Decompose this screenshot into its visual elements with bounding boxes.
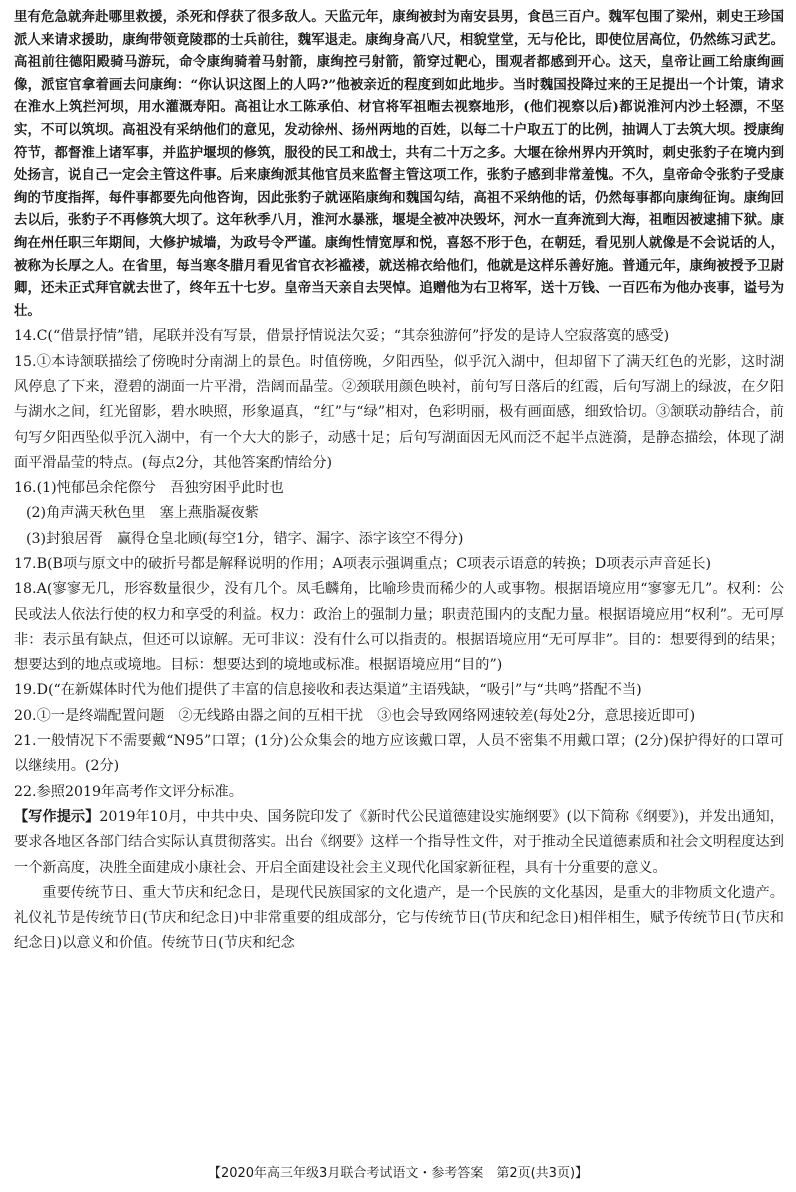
answer-text: 一般情况下不需要戴“N95”口罩；(1分)公众集会的地方应该戴口罩，人员不密集不用戴口罩；(2分)保护得好的口罩可以继续用。(2分) [14, 733, 784, 775]
answer-15 [14, 350, 784, 476]
question-number: 18. [14, 581, 37, 598]
answer-18 [14, 577, 784, 678]
answer-16 [14, 476, 784, 501]
page-footer: 【2020年高三年级3月联合考试语文・参考答案 第2页(共3页)】 [207, 1166, 589, 1181]
question-number: 14. [14, 328, 37, 345]
answer-17 [14, 552, 784, 577]
answer-16-line-3: (3)封狼居胥 赢得仓皇北顾(每空1分，错字、漏字、添字该空不得分) [26, 530, 464, 547]
question-number: 22. [14, 783, 37, 800]
answer-20 [14, 704, 784, 729]
writing-hint-text: 2019年10月，中共中央、国务院印发了《新时代公民道德建设实施纲要》(以下简称《纲要》)，并发出通知，要求各地区各部门结合实际认真贯彻落实。出台《纲要》这样一个指导性文件，对于推动全民道德素质和社会文明程度达到一个新高度，决胜全面建成小康社会、开启全面建设社会主义现代化国家新征程，具有十分重要的意义。 [14, 808, 784, 876]
answer-line: (1)忳郁邑余侘傺兮 吾独穷困乎此时也 [36, 480, 284, 497]
answer-list [14, 324, 784, 956]
answer-19 [14, 678, 784, 703]
answer-text: B(B项与原文中的破折号都是解释说明的作用；A项表示强调重点；C项表示语意的转换；D项表示声音延长) [36, 555, 712, 572]
question-number: 17. [14, 555, 37, 572]
answer-text: C(“借景抒情”错，尾联并没有写景，借景抒情说法欠妥；“其奈独游何”抒发的是诗人空寂落寞的感受) [36, 328, 670, 345]
writing-hint-paragraph-2: 重要传统节日、重大节庆和纪念日，是现代民族国家的文化遗产，是一个民族的文化基因，是重大的非物质文化遗产。礼仪礼节是传统节日(节庆和纪念日)中非常重要的组成部分，它与传统节日(节庆和纪念日)相伴相生，赋予传统节日(节庆和纪念日)以意义和价值。传统节日(节庆和纪念 [14, 884, 784, 952]
answer-14 [14, 324, 784, 349]
answer-16-line-2: (2)角声满天秋色里 塞上燕脂凝夜紫 [26, 505, 259, 522]
answer-text: A(寥寥无几，形容数量很少，没有几个。凤毛麟角，比喻珍贵而稀少的人或事物。根据语境应用“寥寥无几”。权利：公民或法人依法行使的权力和享受的利益。权力：政治上的强制力量；职责范围内的支配力量。根据语境应用“权利”。无可厚非：表示虽有缺点，但还可以谅解。无可非议：没有什么可以指责的。根据语境应用“无可厚非”。目的：想要得到的结果；想要达到的地点或境地。目标：想要达到的境地或标准。根据语境应用“目的”) [14, 581, 784, 674]
question-number: 21. [14, 733, 37, 750]
question-number: 19. [14, 682, 37, 699]
answer-text: 参照2019年高考作文评分标准。 [36, 783, 243, 800]
answer-22 [14, 780, 784, 805]
answer-text: D(“在新媒体时代为他们提供了丰富的信息接收和表达渠道”主语残缺，“吸引”与“共鸣”搭配不当) [36, 682, 642, 699]
writing-hint-label: 【写作提示】 [14, 808, 100, 825]
answer-text: ①一是终端配置问题 ②无线路由器之间的互相干扰 ③也会导致网络网速较差(每处2分，意思接近即可) [36, 707, 696, 724]
question-number: 20. [14, 707, 37, 724]
writing-hint [14, 805, 784, 881]
answer-21 [14, 729, 784, 780]
translation-paragraph: 里有危急就奔赴哪里救援，杀死和俘获了很多敌人。天监元年，康绚被封为南安县男，食邑三百户。魏军包围了梁州，刺史王珍国派人来请求援助，康绚带领竟陵郡的士兵前往，魏军退走。康绚身高八尺，相貌堂堂，无与伦比，即使位居高位，仍然练习武艺。高祖前往德阳殿骑马游玩，命令康绚骑着马射箭，康绚控弓射箭，箭穿过靶心，围观者都感到开心。这天，皇帝让画工给康绚画像，派宦官拿着画去问康绚：“你认识这图上的人吗?”他被亲近的程度到如此地步。当时魏国投降过来的王足提出一个计策，请求在淮水上筑拦河坝，用水灌溉寿阳。高祖让水工陈承伯、材官将军祖暅去视察地形，(他们视察以后)都说淮河内沙土轻漂，不坚实，不可以筑坝。高祖没有采纳他们的意见，发动徐州、扬州两地的百姓，以每二十户取五丁的比例，抽调人丁去筑大坝。授康绚符节，都督淮上诸军事，并监护堰坝的修筑，服役的民工和战士，共有二十万之多。大堰在徐州界内开筑时，刺史张豹子在境内到处扬言，说自己一定会主管这件事。后来康绚派其他官员来监督主管这项工作，张豹子感到非常羞愧。不久，皇帝命令张豹子受康绚的节度指挥，每件事都要先向他咨询，因此张豹子就诬陷康绚和魏国勾结，高祖不采纳他的话，仍然每事都向康绚征询。康绚回去以后，张豹子不再修筑大坝了。这年秋季八月，淮河水暴涨，堰堤全被冲决毁坏，河水一直奔流到大海，祖暅因被逮捕下狱。康绚在州任职三年期间，大修护城墙，为政号令严谨。康绚性情宽厚和悦，喜怒不形于色，在朝廷，看见别人就像是不会说话的人，被称为长厚之人。在省里，每当寒冬腊月看见省官衣衫褴褛，就送棉衣给他们，他就是这样乐善好施。普通元年，康绚被授予卫尉卿，还未正式拜官就去世了，终年五十七岁。皇帝当天亲自去哭悼。追赠他为右卫将军，送十万钱、一百匹布为他办丧事，谥号为壮。 [14, 9, 784, 319]
question-number: 16. [14, 480, 37, 497]
answer-page [14, 6, 784, 1156]
question-number: 15. [14, 353, 37, 370]
answer-text: ①本诗颔联描绘了傍晚时分南湖上的景色。时值傍晚，夕阳西坠，似乎沉入湖中，但却留下了满天红色的光影，这时湖风停息了下来，澄碧的湖面一片平滑，浩阔而晶莹。②颈联用颜色映衬，前句写日落后的红霞，后句写湖上的绿波，在夕阳与湖水之间，红光留影，碧水映照，形象逼真，“红”与“绿”相对，色彩明丽，极有画面感，细致恰切。③颔联动静结合，前句写夕阳西坠似乎沉入湖中，有一个大大的影子，动感十足；后句写湖面因无风而泛不起半点涟漪，是静态描绘，体现了湖面平滑晶莹的特点。(每点2分，其他答案酌情给分) [14, 353, 784, 471]
